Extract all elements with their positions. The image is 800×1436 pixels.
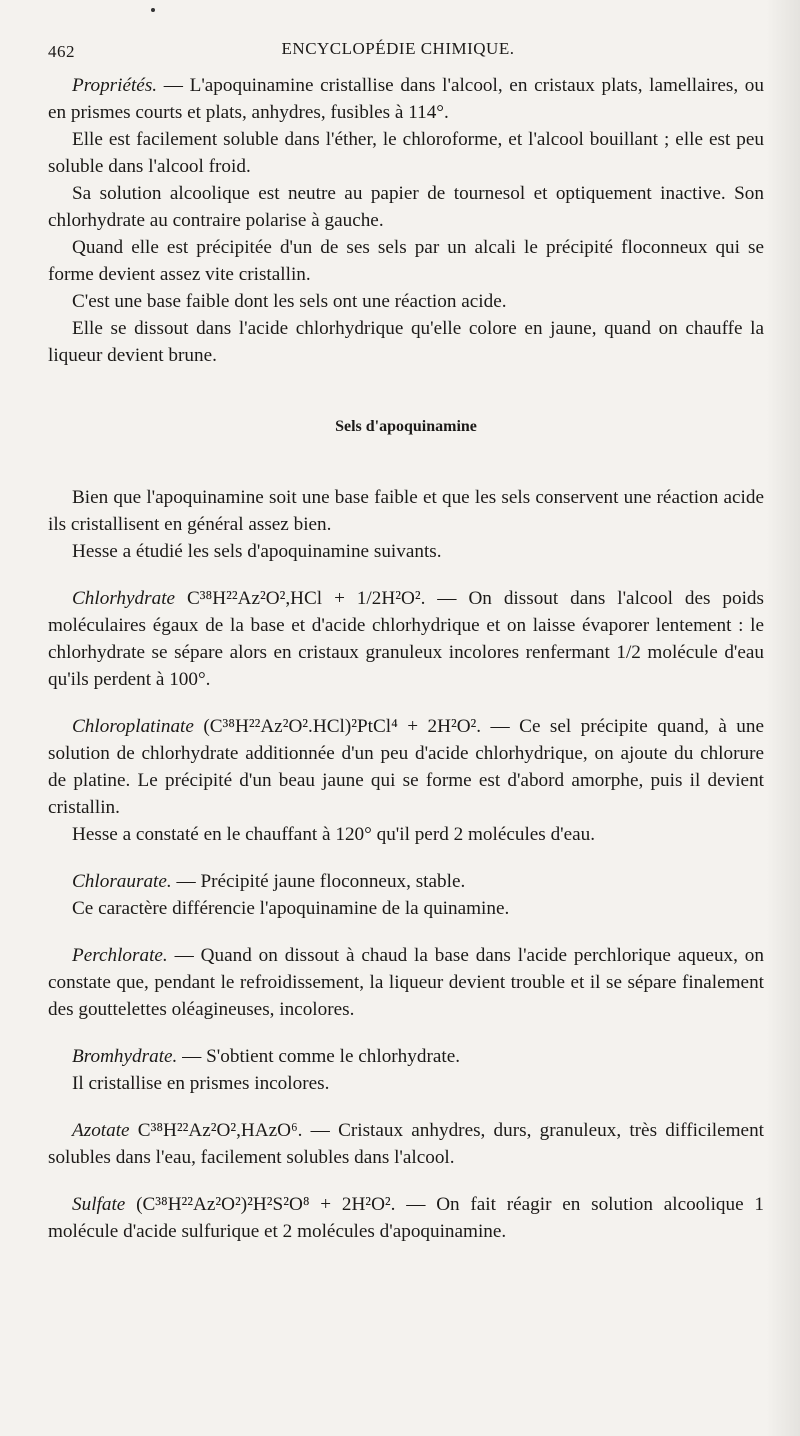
paragraph-bromhydrate bbox=[48, 1043, 764, 1070]
paragraph-lead: Chloraurate. bbox=[72, 871, 172, 892]
ink-speck bbox=[151, 8, 155, 12]
paragraph-lead: Chloroplatinate bbox=[72, 716, 194, 737]
paragraph-text: — Quand on dissout à chaud la base dans l'acide perchlorique aqueux, on constate que, pendant le refroidissement, la liqueur devient trouble et il se sépare finalement des gouttelettes oléagineuses, incolores. bbox=[48, 945, 764, 1020]
paragraph-text: — S'obtient comme le chlorhydrate. bbox=[177, 1046, 461, 1067]
paragraph: Sa solution alcoolique est neutre au papier de tournesol et optiquement inactive. Son chlorhydrate au contraire polarise à gauche. bbox=[48, 183, 764, 231]
paragraph-text: — L'apoquinamine cristallise dans l'alcool, en cristaux plats, lamellaires, ou en prismes courts et plats, anhydres, fusibles à 114°. bbox=[48, 75, 764, 123]
paragraph-sulfate bbox=[48, 1191, 764, 1245]
paragraph-text: (C³⁸H²²Az²O²)²H²S²O⁸ + 2H²O². — On fait réagir en solution alcoolique 1 molécule d'acide sulfurique et 2 molécules d'apoquinamine. bbox=[48, 1194, 764, 1242]
paragraph: Elle est facilement soluble dans l'éther, le chloroforme, et l'alcool bouillant ; elle est peu soluble dans l'alcool froid. bbox=[48, 129, 764, 177]
paragraph-lead: Azotate bbox=[72, 1120, 130, 1141]
paragraph-text: C³⁸H²²Az²O²,HCl + 1/2H²O². — On dissout dans l'alcool des poids moléculaires égaux de la base et d'acide chlorhydrique et on laisse évaporer lentement : le chlorhydrate se sépare alors en cristaux granuleux incolores renfermant 1/2 molécule d'eau qu'ils perdent à 100°. bbox=[48, 588, 764, 690]
paragraph: Elle se dissout dans l'acide chlorhydrique qu'elle colore en jaune, quand on chauffe la liqueur devient brune. bbox=[48, 318, 764, 366]
paragraph: Quand elle est précipitée d'un de ses sels par un alcali le précipité floconneux qui se forme devient assez vite cristallin. bbox=[48, 237, 764, 285]
paragraph: Ce caractère différencie l'apoquinamine de la quinamine. bbox=[72, 898, 510, 919]
paragraph: Il cristallise en prismes incolores. bbox=[72, 1073, 330, 1094]
page-edge-shadow bbox=[766, 0, 800, 1436]
paragraph-lead: Chlorhydrate bbox=[72, 588, 176, 609]
paragraph-chloroplatinate bbox=[48, 713, 764, 821]
section-title: Sels d'apoquinamine bbox=[335, 418, 477, 435]
paragraph-lead: Sulfate bbox=[72, 1194, 126, 1215]
body-text bbox=[48, 72, 764, 1245]
running-head: ENCYCLOPÉDIE CHIMIQUE. bbox=[281, 39, 515, 58]
paragraph-lead: Bromhydrate. bbox=[72, 1046, 178, 1067]
page-header bbox=[48, 36, 748, 66]
paragraph-lead: Perchlorate. bbox=[72, 945, 168, 966]
paragraph: Hesse a étudié les sels d'apoquinamine suivants. bbox=[72, 541, 442, 562]
paragraph: Hesse a constaté en le chauffant à 120° qu'il perd 2 molécules d'eau. bbox=[72, 824, 596, 845]
paragraph-chlorhydrate bbox=[48, 585, 764, 693]
paragraph-azotate bbox=[48, 1117, 764, 1171]
page-number: 462 bbox=[48, 42, 75, 61]
paragraph-lead: Propriétés. bbox=[72, 75, 158, 96]
paragraph-text: (C³⁸H²²Az²O².HCl)²PtCl⁴ + 2H²O². — Ce sel précipite quand, à une solution de chlorhydrate additionnée d'un peu d'acide chlorhydrique, on ajoute du chlorure de platine. Le précipité d'un beau jaune qui se forme est d'abord amorphe, puis il devient cristallin. bbox=[48, 716, 764, 818]
paragraph-perchlorate bbox=[48, 942, 764, 1023]
paragraph-text: — Précipité jaune floconneux, stable. bbox=[171, 871, 466, 892]
paragraph-chloraurate bbox=[48, 868, 764, 895]
paragraph-proprietes bbox=[48, 72, 764, 126]
paragraph: Bien que l'apoquinamine soit une base faible et que les sels conservent une réaction acide ils cristallisent en général assez bien. bbox=[48, 487, 764, 535]
paragraph-text: C³⁸H²²Az²O²,HAzO⁶. — Cristaux anhydres, durs, granuleux, très difficilement solubles dans l'eau, facilement solubles dans l'alcool. bbox=[48, 1120, 764, 1168]
paragraph: C'est une base faible dont les sels ont une réaction acide. bbox=[72, 291, 507, 312]
